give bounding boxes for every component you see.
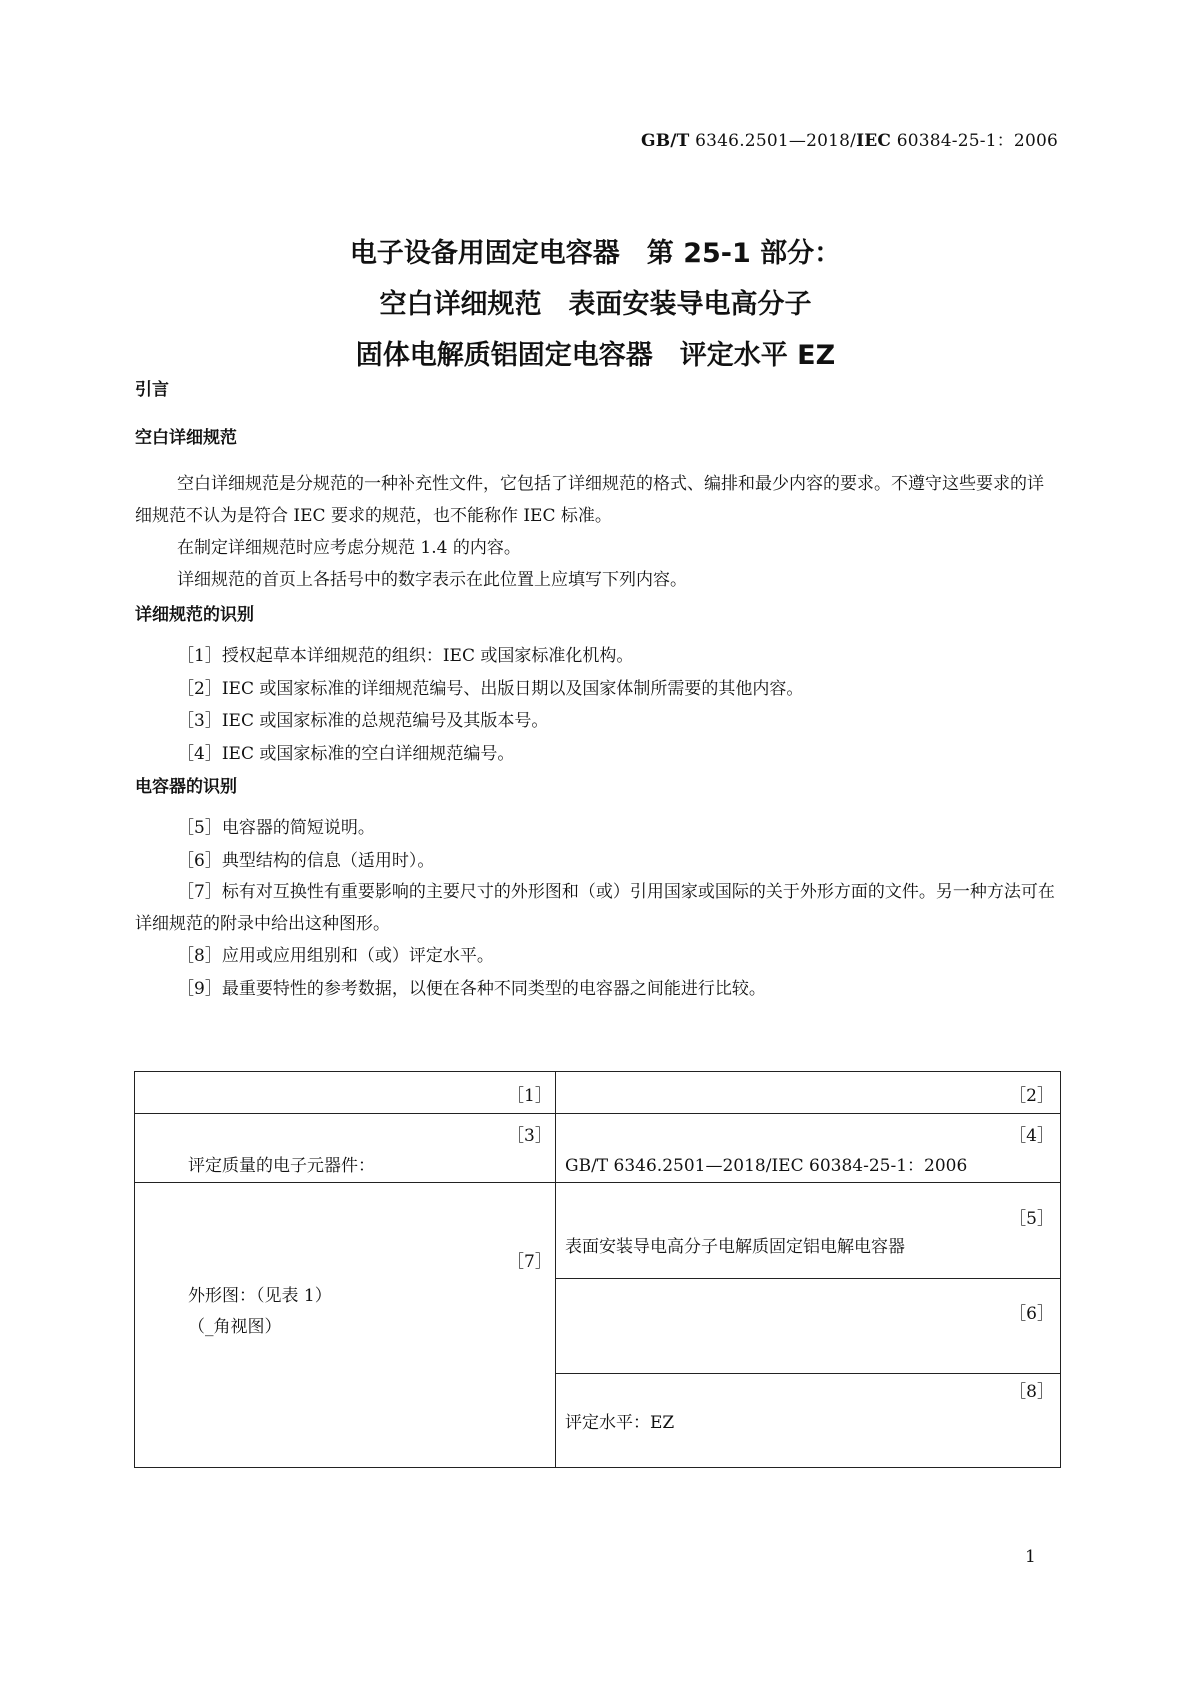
ref-mark-8: ［8］ xyxy=(1009,1382,1054,1402)
ref-mark-7: ［7］ xyxy=(507,1252,552,1272)
paragraph-consider: 在制定详细规范时应考虑分规范 1.4 的内容。 xyxy=(177,538,521,558)
table-divider xyxy=(555,1278,1060,1279)
section-heading-intro: 引言 xyxy=(135,380,169,400)
list-item: ［5］电容器的简短说明。 xyxy=(177,818,375,838)
table-divider xyxy=(135,1113,1060,1114)
list-item: ［2］IEC 或国家标准的详细规范编号、出版日期以及国家体制所需要的其他内容。 xyxy=(177,678,804,699)
section-heading-cap-id: 电容器的识别 xyxy=(135,777,237,797)
ref-mark-2: ［2］ xyxy=(1009,1086,1054,1106)
capacitor-description: 表面安装导电高分子电解质固定铝电解电容器 xyxy=(565,1237,905,1257)
list-item: ［6］典型结构的信息（适用时）。 xyxy=(177,850,435,871)
list-item: ［1］授权起草本详细规范的组织：IEC 或国家标准化机构。 xyxy=(177,646,634,666)
title-line-1: 电子设备用固定电容器 第 25-1 部分： xyxy=(349,238,842,269)
table-divider-vertical xyxy=(555,1072,556,1467)
page-number: 1 xyxy=(1025,1547,1036,1567)
ref-mark-6: ［6］ xyxy=(1009,1304,1054,1324)
cap-id-list-b xyxy=(177,940,766,1005)
title-line-2: 空白详细规范 表面安装导电高分子 xyxy=(379,289,812,320)
title-line-3: 固体电解质铝固定电容器 评定水平 EZ xyxy=(355,340,836,371)
list-item: ［9］最重要特性的参考数据，以便在各种不同类型的电容器之间能进行比较。 xyxy=(177,978,766,999)
list-item-long: ［7］标有对互换性有重要影响的主要尺寸的外形图和（或）引用国家或国际的关于外形方面的文件。另一种方法可在详细规范的附录中给出这种图形。 xyxy=(135,882,1055,934)
list-item: ［8］应用或应用组别和（或）评定水平。 xyxy=(177,946,494,966)
section-heading-blank-spec: 空白详细规范 xyxy=(135,428,237,448)
standard-number-header: GB/T 6346.2501—2018/IEC 60384-25-1：2006 xyxy=(640,131,1058,151)
spec-id-list xyxy=(177,640,803,770)
ref-mark-3: ［3］ xyxy=(507,1126,552,1146)
quality-label: 评定质量的电子元器件： xyxy=(188,1156,375,1176)
ref-mark-5: ［5］ xyxy=(1009,1209,1054,1229)
angle-view-label: （_角视图） xyxy=(188,1317,282,1337)
standard-number-cell: GB/T 6346.2501—2018/IEC 60384-25-1：2006 xyxy=(565,1156,968,1176)
ref-mark-4: ［4］ xyxy=(1009,1126,1054,1146)
section-heading-spec-id: 详细规范的识别 xyxy=(135,605,254,625)
outline-drawing-label: 外形图：（见表 1） xyxy=(188,1286,332,1306)
assessment-level: 评定水平：EZ xyxy=(565,1413,675,1433)
cap-id-list-a xyxy=(177,812,434,877)
paragraph-brackets: 详细规范的首页上各括号中的数字表示在此位置上应填写下列内容。 xyxy=(177,570,687,590)
spec-front-page-table xyxy=(134,1071,1061,1468)
paragraph-blank-spec: 空白详细规范是分规范的一种补充性文件，它包括了详细规范的格式、编排和最少内容的要求。不遵守这些要求的详细规范不认为是符合 IEC 要求的规范，也不能称作 IEC 标准。 xyxy=(135,474,1044,526)
ref-mark-1: ［1］ xyxy=(507,1086,552,1106)
table-divider xyxy=(555,1373,1060,1374)
list-item: ［4］IEC 或国家标准的空白详细规范编号。 xyxy=(177,743,515,764)
intro-paragraphs xyxy=(135,468,1057,596)
document-title xyxy=(0,228,1191,381)
list-item: ［3］IEC 或国家标准的总规范编号及其版本号。 xyxy=(177,711,549,731)
table-divider xyxy=(135,1182,1060,1183)
